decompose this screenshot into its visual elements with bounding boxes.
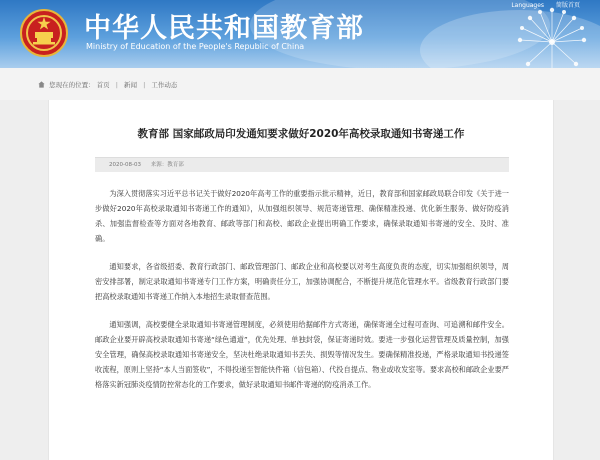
article-meta-bar [95, 157, 509, 172]
languages-link[interactable]: Languages [511, 2, 545, 9]
site-subtitle: Ministry of Education of the People's Republic of China [86, 42, 305, 51]
article-body [95, 186, 509, 405]
simple-home-link[interactable]: 简版首页 [555, 2, 580, 9]
home-icon [38, 81, 45, 88]
breadcrumb-label: 您现在的位置： [49, 81, 95, 89]
article-paragraph: 为深入贯彻落实习近平总书记关于做好2020年高考工作的重要指示批示精神，近日，教育部和国家邮政局联合印发《关于进一步做好2020年高校录取通知书寄递工作的通知》，从加强组织领导、规范寄递管理、确保精准投递、优化新生服务、做好防疫消杀、加强监督检查等方面对各地教育、邮政等部门和高校、邮政企业提出明确工作要求，确保录取通知书寄递的安全、及时、准确。 [95, 189, 509, 243]
article-source: 来源：教育部 [150, 162, 184, 168]
breadcrumb [38, 80, 177, 89]
breadcrumb-item-work-news[interactable]: 工作动态 [151, 81, 178, 89]
breadcrumb-item-news[interactable]: 新闻 [124, 81, 138, 89]
site-title[interactable]: 中华人民共和国教育部 [84, 13, 364, 44]
article-paragraph: 通知强调，高校要健全录取通知书寄递管理制度，必须使用给据邮件方式寄递，确保寄递全过程可查询、可追溯和邮件安全。邮政企业要开辟高校录取通知书寄递“绿色通道”，优先处理、单独封袋，保证寄递时效。要进一步强化运营管理及质量控制，加强安全管理，确保高校录取通知书寄递安全，坚决杜绝录取通知书丢失、损毁等情况发生。要确保精准投递，严格录取通知书投递签收流程，原则上坚持“本人当面签收”，不得投递至智能快件箱（信包箱）、代投自提点、物业或收发室等。要求高校和邮政企业要严格落实新冠肺炎疫情防控常态化的工作要求，做好录取通知书邮件寄递的防疫消杀工作。 [95, 320, 509, 389]
breadcrumb-item-home[interactable]: 首页 [96, 81, 110, 89]
article-paragraph: 通知要求，各省级招委、教育行政部门、邮政管理部门、邮政企业和高校要以对考生高度负责的态度，切实加强组织领导，周密安排部署，制定录取通知书寄递专门工作方案，明确责任分工，加强协调配合，不断提升规范化管理水平。省级教育行政部门要把高校录取通知书寄递工作纳入本地招生录取督查范围。 [95, 262, 509, 301]
breadcrumb-separator: | [143, 81, 146, 89]
breadcrumb-separator: | [115, 81, 118, 89]
dandelion-decoration-icon [510, 4, 595, 68]
article-date: 2020-08-03 [109, 162, 141, 168]
national-emblem-icon[interactable] [20, 9, 68, 57]
article-title: 教育部 国家邮政局印发通知要求做好2020年高校录取通知书寄递工作 [137, 128, 465, 140]
site-header [0, 0, 600, 68]
article-card [48, 100, 554, 460]
